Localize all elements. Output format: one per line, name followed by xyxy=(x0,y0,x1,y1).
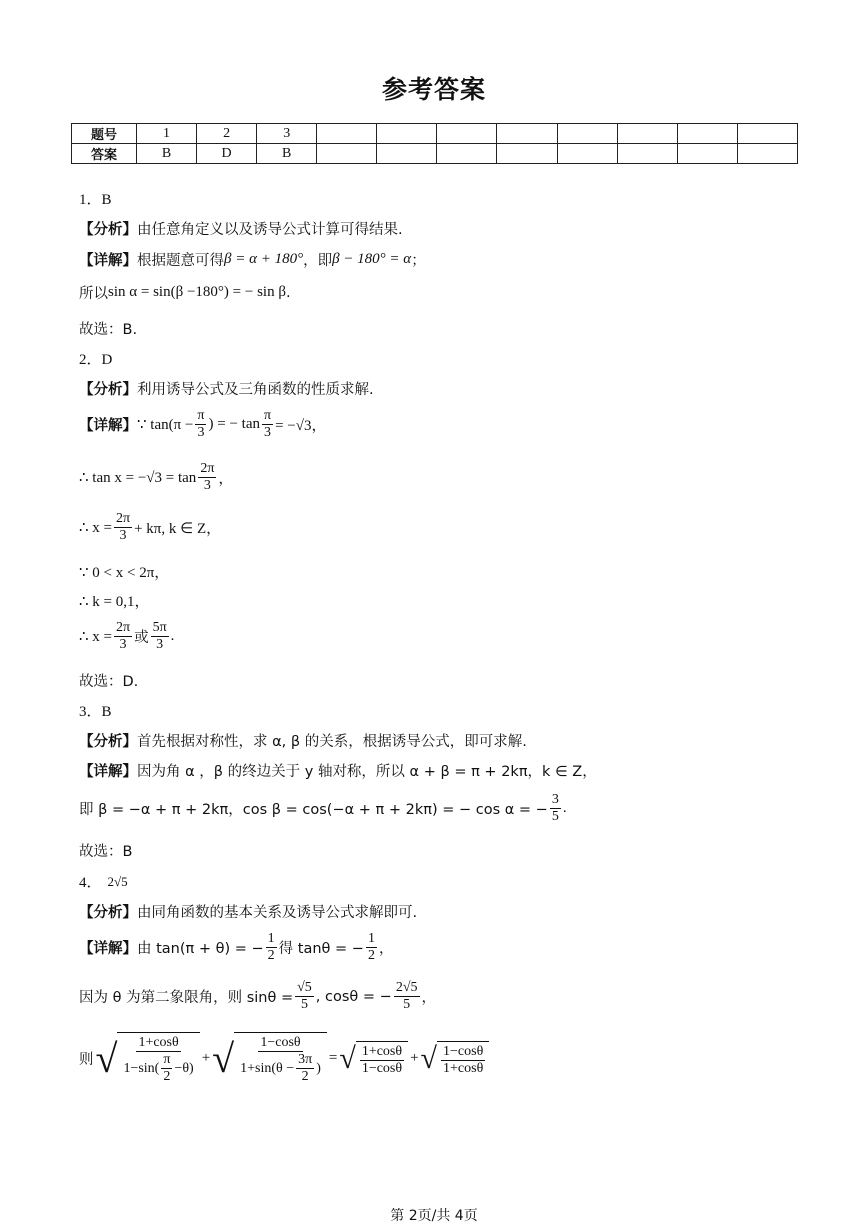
table-cell xyxy=(737,124,797,144)
table-cell xyxy=(677,144,737,164)
q1-head: 1．B xyxy=(79,192,112,208)
radical: √ $\frac{1+\cos\theta}{1-\cos\theta}$ xyxy=(339,1041,408,1077)
table-cell xyxy=(377,124,437,144)
table-cell xyxy=(557,144,617,164)
q3-analysis: 【分析】 首先根据对称性，求 α, β 的关系，根据诱导公式，即可求解. xyxy=(79,734,527,750)
q1-choose: 故选：B. xyxy=(79,322,138,338)
q2-choose: 故选：D. xyxy=(79,674,139,690)
q4-analysis: 【分析】 由同角函数的基本关系及诱导公式求解即可. xyxy=(79,905,418,921)
table-cell: D xyxy=(197,144,257,164)
q2-detail: 【详解】 ∵ tan(π − $\frac{\pi}{3}$ ) = − tan $\frac{\pi}{3}$ = −√3， xyxy=(79,408,327,441)
q3-line2: 即 β = −α + π + 2kπ，cos β = cos(−α + π + 2kπ) = − cos α = − $\frac{3}{5}$ . xyxy=(79,792,567,825)
radical: √ 1−cosθ 1+sin(θ − $\frac{3\pi}{2}$ ) xyxy=(212,1032,327,1085)
table-cell: 2 xyxy=(197,124,257,144)
table-cell xyxy=(497,124,557,144)
table-cell xyxy=(317,144,377,164)
q3-head: 3．B xyxy=(79,704,112,720)
q2-analysis: 【分析】 利用诱导公式及三角函数的性质求解. xyxy=(79,382,374,398)
radical: √ $\frac{1-\cos\theta}{1+\cos\theta}$ xyxy=(421,1041,490,1077)
table-cell xyxy=(677,124,737,144)
table-cell xyxy=(317,124,377,144)
q4-line2: 因为 θ 为第二象限角，则 sinθ = $\frac{√5}{5}$ , cosθ = − $\frac{2√5}{5}$ ， xyxy=(79,980,436,1013)
q4-detail: 【详解】 由 tan(π + θ) = − $\frac{1}{2}$ 得 tanθ = − $\frac{1}{2}$ ， xyxy=(79,931,394,964)
table-cell xyxy=(617,124,677,144)
answer-label: 答案 xyxy=(72,144,137,164)
q3-choose: 故选：B xyxy=(79,844,133,860)
q1-so: 所以 sin α = sin(β −180°) = − sin β . xyxy=(79,284,291,302)
radical: √ 1+cosθ 1−sin( $\frac{\pi}{2}$ −θ) xyxy=(96,1032,200,1085)
page-title: 参考答案 xyxy=(381,75,486,104)
q1-detail: 【详解】 根据题意可得 β = α + 180° ，即 β − 180° = α ； xyxy=(79,251,426,269)
table-cell: 3 xyxy=(257,124,317,144)
table-cell xyxy=(617,144,677,164)
table-cell xyxy=(497,144,557,164)
table-cell xyxy=(557,124,617,144)
table-cell: B xyxy=(257,144,317,164)
page-footer: 第 2页/共 4页 xyxy=(390,1208,478,1224)
answer-table xyxy=(71,123,798,164)
q2-line6: ∴ x = $\frac{2\pi}{3}$ 或 $\frac{5\pi}{3}$ . xyxy=(79,620,175,653)
table-cell xyxy=(737,144,797,164)
table-row xyxy=(72,124,798,144)
table-cell xyxy=(437,144,497,164)
q2-line3: ∴ x = $\frac{2\pi}{3}$ + kπ, k ∈ Z， xyxy=(79,511,222,544)
q1-analysis: 【分析】 由任意角定义以及诱导公式计算可得结果. xyxy=(79,222,403,238)
q4-head: 4． 2√5 xyxy=(79,873,128,891)
table-cell: B xyxy=(137,144,197,164)
table-cell: 1 xyxy=(137,124,197,144)
table-cell xyxy=(377,144,437,164)
q2-head: 2．D xyxy=(79,352,113,368)
q4-line3: 则 √ 1+cosθ 1−sin( $\frac{\pi}{2}$ −θ) + √ 1−cosθ 1+sin(θ − $\frac{3\pi}{2}$ ) = √ $\frac{1+\cos\theta}{1-\cos\theta}$ + √ $\frac{1-\cos\theta}{1+\cos\theta}$ xyxy=(79,1032,491,1085)
q2-line5: ∴ k = 0,1， xyxy=(79,594,150,610)
q3-detail: 【详解】 因为角 α ，β 的终边关于 y 轴对称，所以 α + β = π + 2kπ，k ∈ Z， xyxy=(79,764,597,780)
q2-line4: ∵ 0 < x < 2π， xyxy=(79,565,170,581)
table-cell xyxy=(437,124,497,144)
q2-line2: ∴ tan x = −√3 = tan $\frac{2\pi}{3}$ ， xyxy=(79,461,234,494)
table-row xyxy=(72,144,798,164)
header-label: 题号 xyxy=(72,124,137,144)
